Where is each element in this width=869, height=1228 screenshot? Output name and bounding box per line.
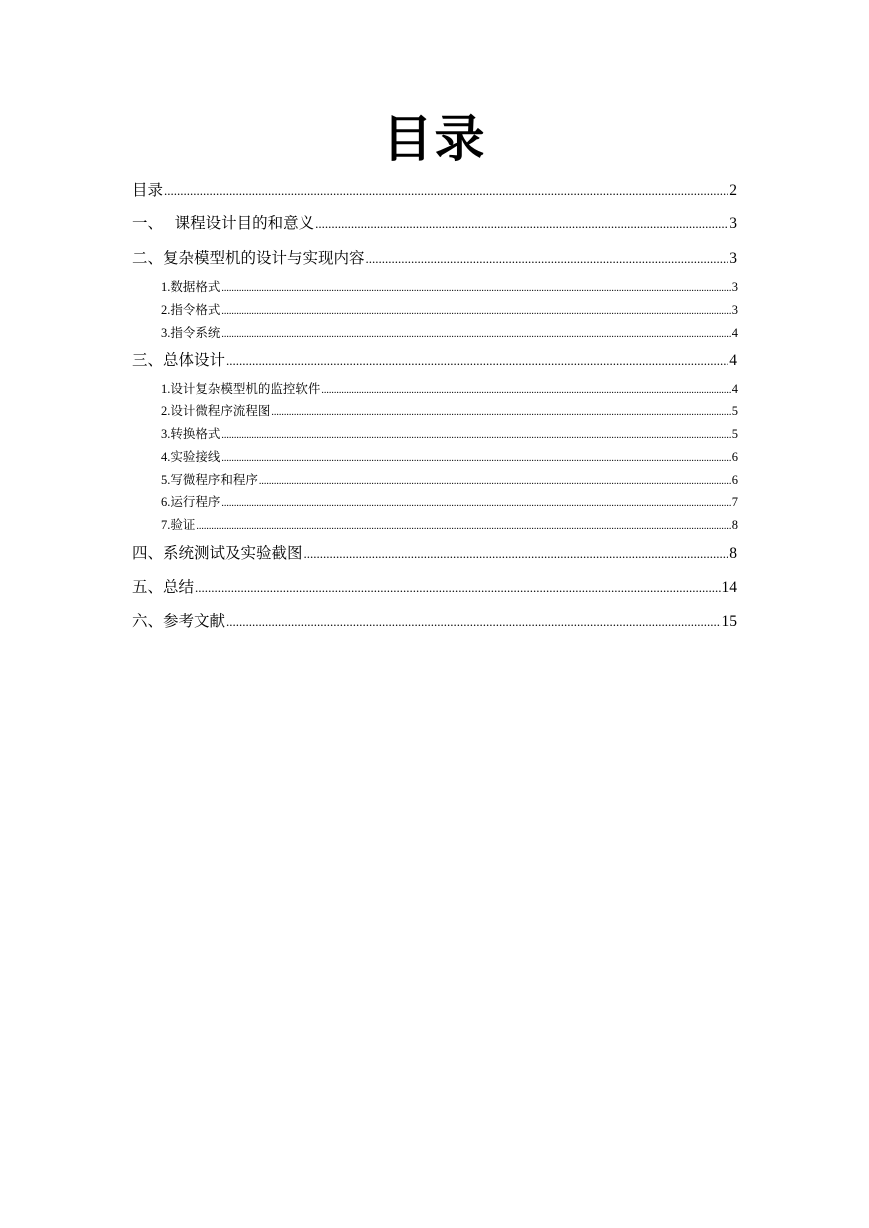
- toc-entry-text: 三、总体设计: [132, 352, 226, 369]
- toc-page-number: 4: [731, 382, 738, 396]
- toc-entry-text: 3.转换格式: [161, 427, 221, 441]
- toc-page-number: 14: [721, 579, 737, 596]
- toc-entry[interactable]: [161, 426, 738, 444]
- toc-page-number: 8: [731, 518, 738, 532]
- toc-entry[interactable]: [161, 517, 738, 535]
- toc-entry[interactable]: [132, 351, 737, 371]
- toc-page-number: 7: [731, 495, 738, 509]
- toc-dot-leader: [196, 519, 730, 535]
- toc-entry-text: 二、复杂模型机的设计与实现内容: [132, 250, 365, 267]
- toc-dot-leader: [315, 214, 728, 234]
- toc-dot-leader: [221, 327, 730, 343]
- toc-entry-text: 目录: [132, 182, 164, 199]
- toc-entry[interactable]: [161, 302, 738, 320]
- toc-entry-text: 3.指令系统: [161, 326, 221, 340]
- toc-dot-leader: [221, 304, 730, 320]
- toc-entry[interactable]: [161, 494, 738, 512]
- toc-page-number: 15: [721, 613, 737, 630]
- toc-entry-text: 一、 课程设计目的和意义: [132, 215, 315, 232]
- toc-entry[interactable]: [161, 279, 738, 297]
- toc-dot-leader: [271, 405, 730, 421]
- toc-entry[interactable]: [161, 325, 738, 343]
- toc-page-number: 6: [731, 450, 738, 464]
- toc-dot-leader: [226, 612, 720, 632]
- toc-dot-leader: [226, 351, 728, 371]
- toc-entry-text: 4.实验接线: [161, 450, 221, 464]
- toc-entry-text: 四、系统测试及实验截图: [132, 545, 303, 562]
- toc-entry-text: 7.验证: [161, 518, 196, 532]
- toc-title: 目录: [382, 110, 487, 168]
- toc-dot-leader: [195, 578, 720, 598]
- toc-entry[interactable]: [132, 578, 737, 598]
- toc-entry[interactable]: [161, 403, 738, 421]
- toc-dot-leader: [221, 428, 730, 444]
- toc-page-number: 3: [731, 280, 738, 294]
- toc-dot-leader: [164, 181, 728, 201]
- toc-entry[interactable]: [161, 381, 738, 399]
- toc-page-number: 3: [729, 215, 737, 232]
- toc-entry[interactable]: [132, 249, 737, 269]
- toc-page-number: 8: [729, 545, 737, 562]
- toc-entry[interactable]: [132, 612, 737, 632]
- toc-entry[interactable]: [161, 449, 738, 467]
- toc-page-number: 2: [729, 182, 737, 199]
- toc-dot-leader: [221, 451, 730, 467]
- toc-page-number: 6: [731, 473, 738, 487]
- toc-entry[interactable]: [161, 472, 738, 490]
- toc-entry[interactable]: [132, 544, 737, 564]
- toc-dot-leader: [366, 249, 729, 269]
- toc-page-number: 4: [729, 352, 737, 369]
- toc-dot-leader: [221, 281, 730, 297]
- toc-page-number: 5: [731, 404, 738, 418]
- toc-dot-leader: [321, 383, 730, 399]
- toc-dot-leader: [221, 496, 730, 512]
- toc-dot-leader: [304, 544, 729, 564]
- toc-entry-text: 2.指令格式: [161, 303, 221, 317]
- toc-page-number: 3: [729, 250, 737, 267]
- toc-entry[interactable]: [132, 181, 737, 201]
- toc-entry-text: 五、总结: [132, 579, 195, 596]
- toc-page-number: 3: [731, 303, 738, 317]
- toc-entry-text: 1.数据格式: [161, 280, 221, 294]
- toc-entry-text: 2.设计微程序流程图: [161, 404, 271, 418]
- toc-dot-leader: [259, 474, 731, 490]
- toc-entry-text: 5.写微程序和程序: [161, 473, 258, 487]
- toc-entry-text: 1.设计复杂模型机的监控软件: [161, 382, 321, 396]
- toc-page-number: 5: [731, 427, 738, 441]
- toc-entry-text: 6.运行程序: [161, 495, 221, 509]
- toc-page-number: 4: [731, 326, 738, 340]
- toc-entry-text: 六、参考文献: [132, 613, 226, 630]
- toc-entry[interactable]: [132, 214, 737, 234]
